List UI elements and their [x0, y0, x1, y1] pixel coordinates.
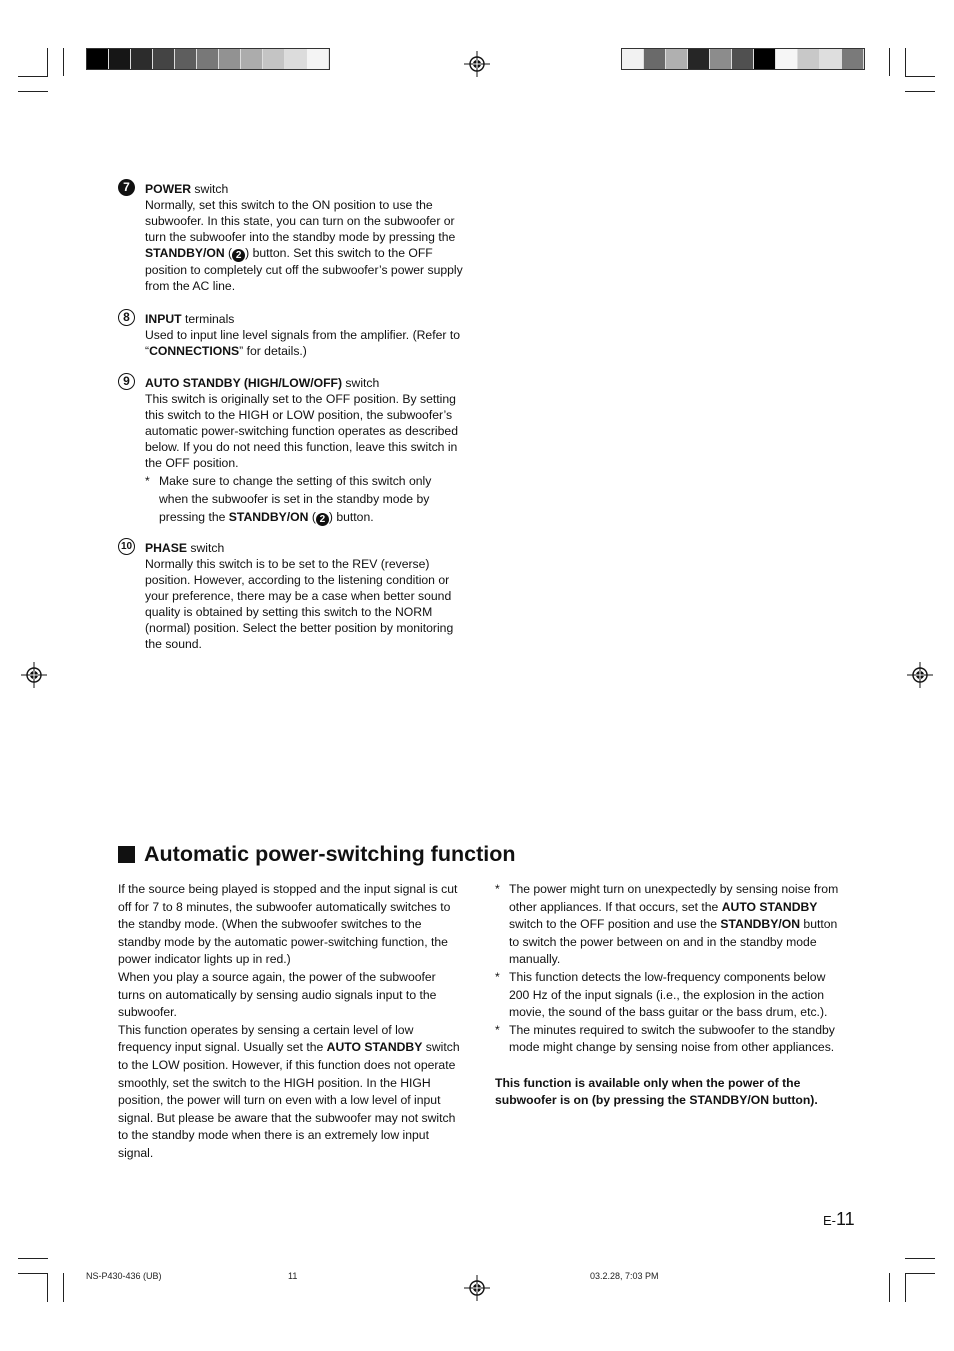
color-bar-left — [86, 48, 330, 70]
section-right-column — [495, 881, 840, 1110]
item-number-badge: 7 — [118, 179, 135, 196]
color-swatch — [241, 49, 263, 69]
color-swatch — [219, 49, 241, 69]
registration-mark-icon — [21, 662, 47, 688]
square-bullet-icon — [118, 846, 135, 863]
item-title: AUTO STANDBY (HIGH/LOW/OFF) switch — [145, 376, 380, 390]
registration-mark-icon — [464, 1275, 490, 1301]
color-swatch — [776, 49, 798, 69]
ref-number-icon: 2 — [316, 513, 329, 526]
color-bar-right — [621, 48, 865, 70]
item-note: * Make sure to change the setting of this switch only when the subwoofer is set in the standby mode by pressing the STANDBY/ON ( 2 ) button. — [145, 474, 432, 525]
page-number: E-11 — [823, 1209, 855, 1229]
section-left-column — [118, 881, 463, 1163]
item-description: Normally, set this switch to the ON position to use the subwoofer. In this state, you can turn on the subwoofer or turn the subwoofer into the standby mode by pressing the STANDBY/ON ( 2 ) button. Set this switch to the OFF position to completely cut off the subwoofer’s power supply from the AC line. — [145, 198, 463, 293]
paragraph: When you play a source again, the power of the subwoofer turns on automatically by sensing audio signals input to the subwoofer. — [118, 969, 437, 1020]
footer-doc-code: NS-P430-436 (UB) — [86, 1271, 162, 1281]
color-swatch — [622, 49, 644, 69]
item-number-badge: 10 — [118, 538, 135, 555]
section-heading: Automatic power-switching function — [118, 842, 515, 867]
paragraph: If the source being played is stopped and the input signal is cut off for 7 to 8 minutes, the subwoofer automatically switches to the standby mode. (When the subwoofer switches to the standby mode by the automatic power-switching function, the power indicator lights up in red.) — [118, 882, 458, 967]
color-swatch — [820, 49, 842, 69]
footer-page: 11 — [288, 1271, 298, 1281]
item-description: This switch is originally set to the OFF position. By setting this switch to the HIGH or LOW position, the subwoofer’s automatic power-switching function operates as described below. If you do not need this function, leave this switch in the OFF position. — [145, 392, 458, 470]
item-input-terminals — [118, 311, 463, 359]
color-swatch — [798, 49, 820, 69]
paragraph: This function operates by sensing a certain level of low frequency input signal. Usually set the AUTO STANDBY switch to the LOW position. However, if this function does not operate smoothly, set the switch to the HIGH position. In the HIGH position, the power will turn on even with a low level of input signal. But please be aware that the subwoofer may not switch to the standby mode when there is an extremely low input signal. — [118, 1022, 460, 1160]
item-phase-switch — [118, 540, 463, 652]
color-swatch — [666, 49, 688, 69]
color-swatch — [153, 49, 175, 69]
note-item: * The minutes required to switch the subwoofer to the standby mode might change by sensing noise from other appliances. — [495, 1022, 835, 1055]
footer-date: 03.2.28, 7:03 PM — [590, 1271, 659, 1281]
color-swatch — [109, 49, 131, 69]
item-title: POWER switch — [145, 182, 229, 196]
item-number-badge: 9 — [118, 373, 135, 390]
item-number-badge: 8 — [118, 309, 135, 326]
item-auto-standby-switch — [118, 375, 463, 526]
color-swatch — [285, 49, 307, 69]
color-swatch — [732, 49, 754, 69]
color-swatch — [87, 49, 109, 69]
color-swatch — [842, 49, 864, 69]
item-title: PHASE switch — [145, 541, 225, 555]
color-swatch — [263, 49, 285, 69]
ref-number-icon: 2 — [232, 249, 245, 262]
item-description: Normally this switch is to be set to the REV (reverse) position. However, according to the listening condition or your preference, there may be a case when better sound quality is obtained by setting this switch to the NORM (normal) position. Select the better position by monitoring the sound. — [145, 557, 454, 651]
color-swatch — [754, 49, 776, 69]
item-power-switch — [118, 181, 463, 294]
item-title: INPUT terminals — [145, 312, 235, 326]
color-swatch — [688, 49, 710, 69]
bold-note: This function is available only when the power of the subwoofer is on (by pressing the STANDBY/ON button). — [495, 1075, 818, 1108]
note-item: * This function detects the low-frequency components below 200 Hz of the input signals (i.e., the explosion in the action movie, the sound of the bass guitar or the bass drum, etc.). — [495, 969, 828, 1020]
item-description: Used to input line level signals from the amplifier. (Refer to “CONNECTIONS” for details.) — [145, 328, 460, 358]
note-item: * The power might turn on unexpectedly by sensing noise from other appliances. If that occurs, set the AUTO STANDBY switch to the OFF position and use the STANDBY/ON button to switch the power between on and in the standby mode manually. — [495, 882, 839, 967]
color-swatch — [644, 49, 666, 69]
color-swatch — [175, 49, 197, 69]
color-swatch — [307, 49, 329, 69]
registration-mark-icon — [907, 662, 933, 688]
color-swatch — [710, 49, 732, 69]
color-swatch — [197, 49, 219, 69]
registration-mark-icon — [464, 51, 490, 77]
color-swatch — [131, 49, 153, 69]
